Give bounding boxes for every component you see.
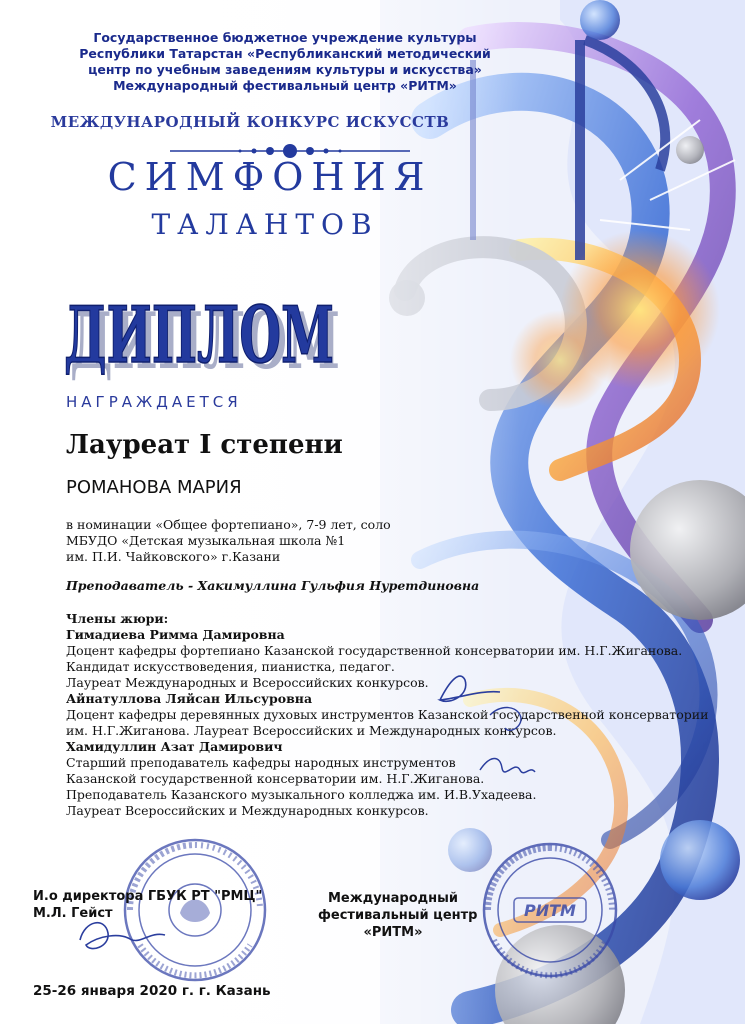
diploma-heading-text: ДИПЛОМ	[64, 290, 334, 381]
jury-member-line: Доцент кафедры фортепиано Казанской государственной консерватории им. Н.Г.Жиганова.	[66, 643, 683, 658]
jury-member-name: Гимадиева Римма Дамировна	[66, 627, 285, 642]
organization-header	[55, 30, 515, 94]
festival-center-line-2: фестивальный центр	[318, 908, 478, 923]
festival-center-block	[318, 890, 478, 941]
contest-title: МЕЖДУНАРОДНЫЙ КОНКУРС ИСКУССТВ	[50, 113, 450, 131]
awarded-label: НАГРАЖДАЕТСЯ	[66, 393, 242, 411]
jury-signatures	[420, 660, 560, 810]
festival-title-line-1: СИМФОНИЯ	[107, 155, 433, 199]
festival-center-line-3: «РИТМ»	[363, 925, 423, 940]
jury-member-line: Кандидат искусствоведения, пианистка, педагог.	[66, 659, 395, 674]
jury-block	[66, 611, 708, 819]
diploma-heading-shadow: ДИПЛОМ	[70, 296, 340, 382]
organization-line-1: Государственное бюджетное учреждение культуры	[93, 30, 477, 45]
festival-center-line-1: Международный	[328, 891, 458, 906]
nomination-block	[66, 517, 391, 565]
organization-line-3: центр по учебным заведениям культуры и искусства»	[88, 62, 482, 77]
nomination-line-3: им. П.И. Чайковского» г.Казани	[66, 549, 281, 564]
organization-line-2: Республики Татарстан «Республиканский методический	[79, 46, 491, 61]
organization-line-4: Международный фестивальный центр «РИТМ»	[113, 78, 457, 93]
director-signature-block	[33, 888, 262, 922]
festival-title-line-2: ТАЛАНТОВ	[151, 208, 379, 241]
jury-member-line: Лауреат Международных и Всероссийских конкурсов.	[66, 675, 429, 690]
date-place: 25-26 января 2020 г. г. Казань	[33, 983, 271, 999]
jury-member-line: Старший преподаватель кафедры народных инструментов	[66, 755, 456, 770]
nomination-line-1: в номинации «Общее фортепиано», 7-9 лет, соло	[66, 517, 391, 532]
jury-member-line: Лауреат Всероссийских и Международных конкурсов.	[66, 803, 429, 818]
director-name: М.Л. Гейст	[33, 906, 113, 921]
official-seal-right	[480, 840, 620, 980]
teacher-line: Преподаватель - Хакимуллина Гульфия Нуретдиновна	[66, 578, 480, 593]
jury-member-name: Айнатуллова Ляйсан Ильсуровна	[66, 691, 313, 706]
jury-member-line: Преподаватель Казанского музыкального колледжа им. И.В.Ухадеева.	[66, 787, 537, 802]
stamp-ritm-label: РИТМ	[524, 901, 576, 920]
director-title: И.о директора ГБУК РТ "РМЦ"	[33, 889, 263, 904]
jury-member-line: Казанской государственной консерватории им. Н.Г.Жиганова.	[66, 771, 485, 786]
diploma-heading	[60, 262, 350, 382]
jury-member-name: Хамидуллин Азат Дамирович	[66, 739, 283, 754]
jury-member-line: Доцент кафедры деревянных духовых инструментов Казанской государственной консерватории	[66, 707, 709, 722]
jury-member-line: им. Н.Г.Жиганова. Лауреат Всероссийских и Международных конкурсов.	[66, 723, 557, 738]
jury-heading: Члены жюри:	[66, 611, 169, 626]
award-degree: Лауреат I степени	[66, 430, 343, 460]
nomination-line-2: МБУДО «Детская музыкальная школа №1	[66, 533, 346, 548]
recipient-name: РОМАНОВА МАРИЯ	[66, 477, 242, 498]
